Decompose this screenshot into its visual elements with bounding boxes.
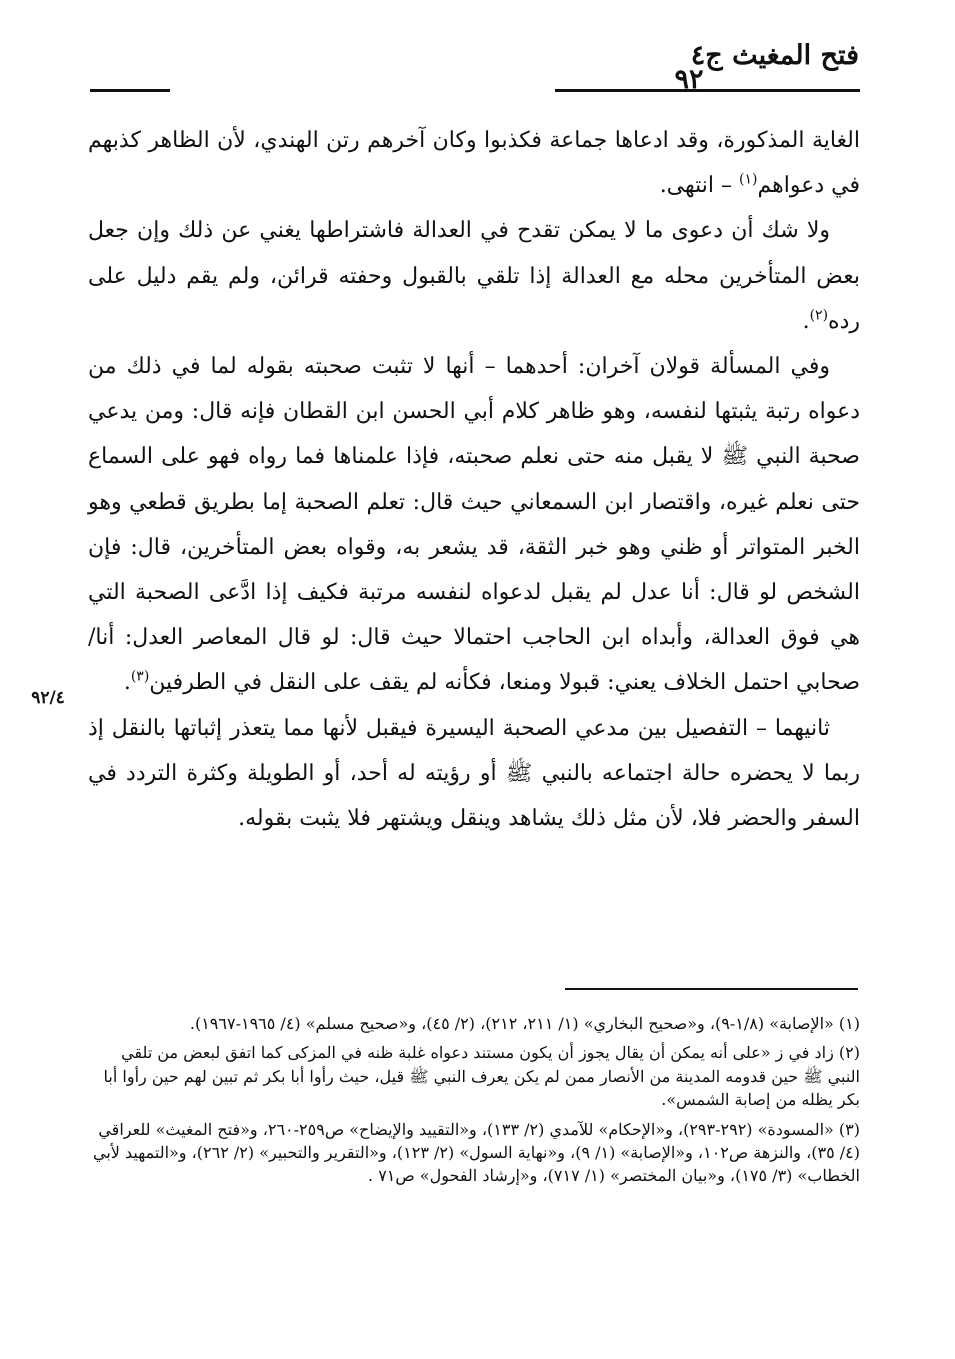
page-number: ٩٢ <box>674 64 704 95</box>
footnote-3: (٣) «المسودة» (٢٩٢-٢٩٣)، و«الإحكام» للآمدي (٢/ ١٣٣)، و«التقييد والإيضاح» ص٢٥٩-٢٦٠، و«فتح المغيث» للعراقي (٤/ ٣٥)، والنزهة ص١٠٢، و«الإصابة» (١/ ٩)، و«نهاية السول» (٢/ ١٢٣)، و«التقرير والتحبير» (٢/ ٢٦٢)، و«التمهيد لأبي الخطاب» (٣/ ١٧٥)، و«بيان المختصر» (١/ ٧١٧)، و«إرشاد الفحول» ص٧١ . <box>93 1119 860 1186</box>
running-header-title: فتح المغيث ج٤ <box>690 40 859 71</box>
paragraph-2: ولا شك أن دعوى ما لا يمكن تقدح في العدالة فاشتراطها يغني عن ذلك وإن جعل بعض المتأخرين محله مع العدالة إذا تلقي بالقبول وحفته قرائن، ولم يقم دليل على رده$^{(٢)}$. <box>88 218 860 334</box>
footnotes <box>92 1012 860 1194</box>
main-text <box>88 118 860 841</box>
paragraph-4: ثانيهما – التفصيل بين مدعي الصحبة اليسيرة فيقبل لأنها مما يتعذر إثباتها بالنقل إذ ربما لا يحضره حالة اجتماعه بالنبي ﷺ أو رؤيته له أحد، أو الطويلة وكثرة التردد في السفر والحضر فلا، لأن مثل ذلك يشاهد وينقل ويشتهر فلا يثبت بقوله. <box>88 715 860 832</box>
footnote-ref-2[interactable]: (٢) <box>809 307 829 324</box>
paragraph-1: الغاية المذكورة، وقد ادعاها جماعة فكذبوا وكان آخرهم رتن الهندي، لأن الظاهر كذبهم في دعواهم$^{(١)}$ – انتهى. <box>88 128 860 199</box>
footnote-1: (١) «الإصابة» (١/٨-٩)، و«صحيح البخاري» (١/ ٢١١، ٢١٢)، (٢/ ٤٥)، و«صحيح مسلم» (٤/ ١٩٦٥-١٩٦٧). <box>189 1014 860 1033</box>
footnote-2: (٢) زاد في ز «على أنه يمكن أن يقال يجوز أن يكون مستند دعواه غلبة ظنه في المزكى كما اتفق لبعض من تلقي النبي ﷺ حين قدومه المدينة من الأنصار ممن لم يكن يعرف النبي ﷺ قيل، حيث رأوا أبا بكر ثم تبين لهم حين رأوا أبا بكر يظله من إصابة الشمس». <box>103 1043 860 1110</box>
footnote-ref-3[interactable]: (٣) <box>130 669 150 686</box>
footnote-divider <box>565 988 858 990</box>
manuscript-folio-marker: ٩٢/٤ <box>31 688 65 708</box>
footnote-ref-1[interactable]: (١) <box>739 171 758 188</box>
header-rule <box>555 89 860 92</box>
paragraph-3: وفي المسألة قولان آخران: أحدهما – أنها لا تثبت صحبته بقوله لما في ذلك من دعواه رتبة يثبتها لنفسه، وهو ظاهر كلام أبي الحسن ابن القطان فإنه قال: ومن يدعي صحبة النبي ﷺ لا يقبل منه حتى نعلم صحبته، فإذا علمناها فما رواه فهو على السماع حتى نعلم غيره، واقتصار ابن السمعاني حيث قال: تعلم الصحبة إما بطريق قطعي وهو الخبر المتواتر أو ظني وهو خبر الثقة، قد يشعر به، وقواه بعض المتأخرين، قال: فإن الشخص لو قال: أنا عدل لم يقبل لدعواه لنفسه مرتبة فكيف إذا ادَّعى الصحبة التي هي فوق العدالة، وأبداه ابن الحاجب احتمالا حيث قال: لو قال المعاصر العدل: أنا/ صحابي احتمل الخلاف يعني: قبولا ومنعا، فكأنه لم يقف على النقل في الطرفين$^{(٣)}$. <box>88 354 860 696</box>
header-rule-right <box>90 89 170 92</box>
